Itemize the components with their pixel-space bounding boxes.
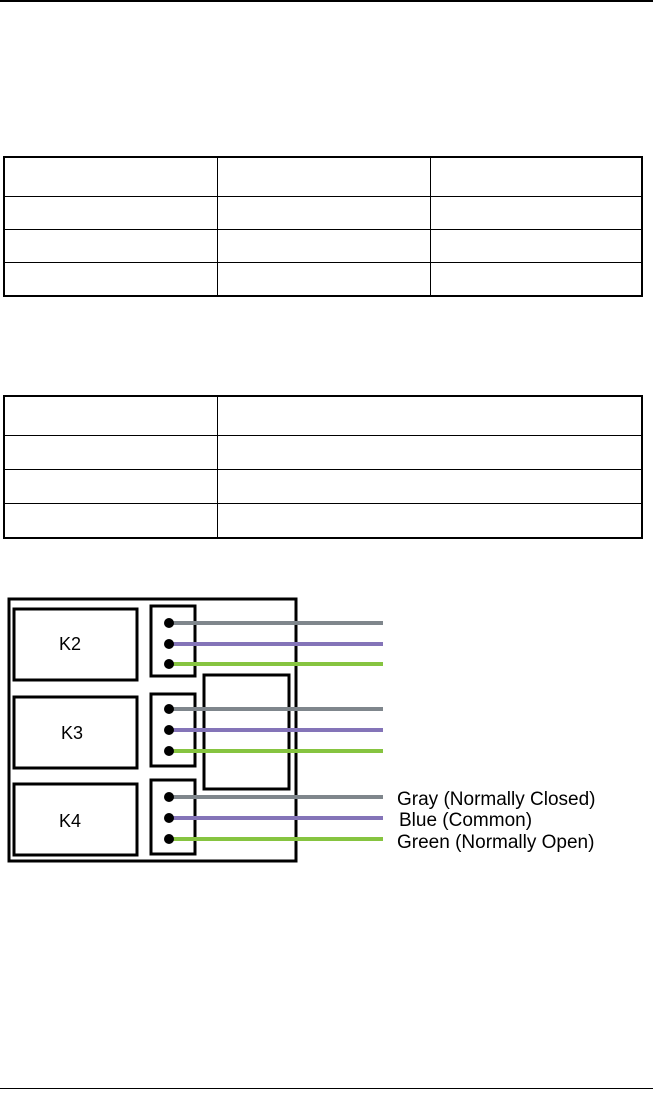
relay-wiring-diagram <box>0 590 653 870</box>
table-cell <box>4 230 218 263</box>
table-row <box>4 230 642 263</box>
bottom-rule <box>0 1088 653 1089</box>
table-cell <box>218 504 643 539</box>
terminal-dot <box>164 813 174 823</box>
table-cell <box>4 263 218 297</box>
table-cell <box>218 436 643 470</box>
table-cell <box>431 230 643 263</box>
table-cell <box>431 263 643 297</box>
terminal-dot <box>164 746 174 756</box>
terminal-dot <box>164 639 174 649</box>
relay-k4 <box>14 784 137 855</box>
terminal-dot <box>164 618 174 628</box>
table-cell <box>218 263 431 297</box>
terminal-dot <box>164 792 174 802</box>
table-cell <box>4 436 218 470</box>
table-row <box>4 436 642 470</box>
terminal-dot <box>164 659 174 669</box>
relay-k4-label: K4 <box>58 811 82 831</box>
table-cell <box>4 197 218 230</box>
legend-blue-common: Blue (Common) <box>399 810 533 831</box>
table-row <box>4 197 642 230</box>
table-1 <box>3 156 643 297</box>
relay-k2-label: K2 <box>58 634 82 654</box>
table-cell <box>218 197 431 230</box>
table-2-header-cell <box>218 396 643 436</box>
table-cell <box>4 504 218 539</box>
terminal-dot <box>164 704 174 714</box>
table-row <box>4 470 642 504</box>
legend-green-normally-open: Green (Normally Open) <box>397 832 595 853</box>
relay-k2 <box>14 609 137 680</box>
legend-gray-normally-closed: Gray (Normally Closed) <box>397 789 596 810</box>
table-2-header-cell <box>4 396 218 436</box>
table-cell <box>431 197 643 230</box>
table-row <box>4 263 642 297</box>
terminal-dots <box>164 618 174 844</box>
table-1-header-row <box>4 157 642 197</box>
terminal-dot <box>164 725 174 735</box>
relay-k3-label: K3 <box>60 723 84 743</box>
table-2-header-row <box>4 396 642 436</box>
table-cell <box>218 230 431 263</box>
table-1-header-cell <box>218 157 431 197</box>
table-cell <box>218 470 643 504</box>
table-2 <box>3 395 643 539</box>
top-rule <box>0 0 653 2</box>
table-row <box>4 504 642 539</box>
terminal-dot <box>164 834 174 844</box>
table-1-header-cell <box>4 157 218 197</box>
table-cell <box>4 470 218 504</box>
table-1-header-cell <box>431 157 643 197</box>
relay-k3 <box>14 697 137 768</box>
